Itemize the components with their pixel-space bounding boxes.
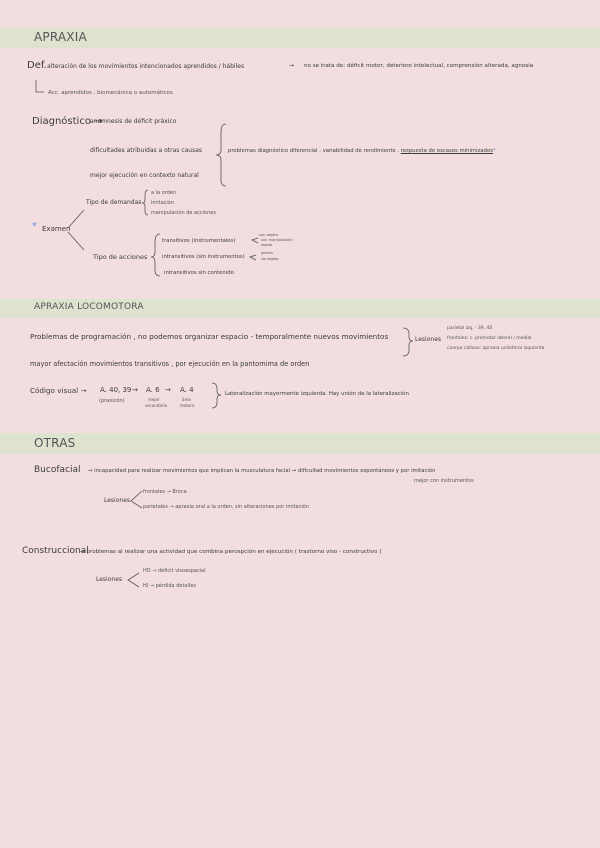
tipo-acciones-label: Tipo de acciones [93,253,148,261]
diagnostico-brace-link: respuesta de escasos minimizados [400,148,493,154]
section-title: OTRAS [34,436,76,450]
definition-exclusions: no se trata de: déficit motor, deterioro intelectual, comprensión alterada, agnosia [304,63,534,69]
codigo-visual-label: Código visual → [30,386,87,395]
definition-subnote: Acc. aprendidos , biomecánica o automáticos [48,90,173,96]
tipo-demandas-label: Tipo de demandas [86,199,142,206]
acciones-item-1-note-1: con objeto [259,233,278,237]
examen-label: Examen [42,225,71,233]
acciones-item-3: intransitivos sin contenido [164,270,234,276]
codigo-step-2: A. 6 [146,386,160,394]
codigo-step-1-sub: (praxicón) [99,398,125,404]
tipo-demandas-item-3: manipulación de acciones [151,210,216,216]
bucofacial-lesion-1: frontales → Broca [143,489,187,495]
codigo-arrow-1: → [132,386,138,394]
loco-lesion-label: Lesiones [415,336,442,343]
acciones-item-1-note-3: objeto [261,243,273,247]
definition-text: alteración de los movimientos intencionados aprendidos / hábiles [47,63,245,70]
loco-lesion-item-2: frontales: c. premotor lateral / medial [447,336,532,341]
construccional-text: → problemas al realizar una actividad que combina percepción en ejecución ( trastorno viso - constructivo ) [80,549,382,555]
codigo-step-2-sub-1: mejor [148,397,160,402]
definition-label: Def. [27,60,47,71]
diagnostico-item-3: mejor ejecución en contexto natural [90,172,199,179]
section-title: APRAXIA LOCOMOTORA [34,302,144,312]
construccional-label: Construccional [22,546,89,556]
section-header-apraxia [0,28,600,48]
codigo-step-3: A. 4 [180,386,194,394]
tipo-demandas-item-1: a la orden [151,190,177,196]
acciones-item-1-note-2: con manipulación [261,238,293,242]
codigo-step-3-sub-2: motora [180,403,195,408]
bucofacial-lesion-label: Lesiones [104,497,131,504]
bucofacial-label: Bucofacial [34,465,81,475]
codigo-step-3-sub-1: área [182,397,191,402]
codigo-step-2-sub-2: secundaria [145,403,168,408]
diagnostico-brace-text: problemas diagnóstico diferencial , variabilidad de rendimiento , [228,148,400,154]
loco-lesion-item-1: parietal izq. · 39, 40 [447,326,493,331]
loco-line-2: mayor afectación movimientos transitivos , por ejecución en la pantomima de orden [30,360,310,368]
loco-lesion-item-3: cuerpo calloso: apraxia unilateral izquierda [447,346,545,351]
loco-line-1: Problemas de programación , no podemos organizar espacio - temporalmente nuevos movimientos [30,332,389,341]
diagnostico-brace-note [228,148,496,154]
section-title: APRAXIA [34,30,87,44]
bucofacial-lesion-2: parietales → apraxia oral a la orden, sin alteraciones por imitación [143,504,309,510]
acciones-item-2-note-2: sin objeto [261,257,279,261]
construccional-lesion-label: Lesiones [96,576,123,583]
definition-arrow: → [289,62,295,69]
construccional-lesion-1: HD → déficit visoespacial [143,568,206,574]
acciones-item-1: transitivos (instrumentales) [162,238,236,244]
diagnostico-item-2: dificultades atribuidas a otras causas [90,147,203,154]
bucofacial-text: → incapacidad para realizar movimientos que implican la musculatura facial → dificultad movimientos espontáneos y por imitación [88,468,436,474]
codigo-arrow-2: → [165,386,171,394]
diagnostico-label: Diagnóstico → [32,116,103,127]
section-header-locomotora [0,299,600,318]
tipo-demandas-item-2: imitación [151,200,175,206]
codigo-step-1: A. 40, 39 [100,386,132,394]
acciones-item-2: intransitivos (sin instrumentos) [162,254,245,260]
bucofacial-subnote: mejor con instrumentos [414,478,474,484]
section-header-otras [0,433,600,454]
diagnostico-item-1: anamnesis de déficit práxico [90,118,177,125]
acciones-item-2-note-1: gestos [261,251,273,255]
star-marker: * [492,148,496,154]
codigo-brace-note: Lateralización mayormente izquierda. Hay unión de la lateralización [225,391,409,397]
construccional-lesion-2: HI → pérdida detalles [143,583,196,589]
exam-star: * [32,221,37,232]
